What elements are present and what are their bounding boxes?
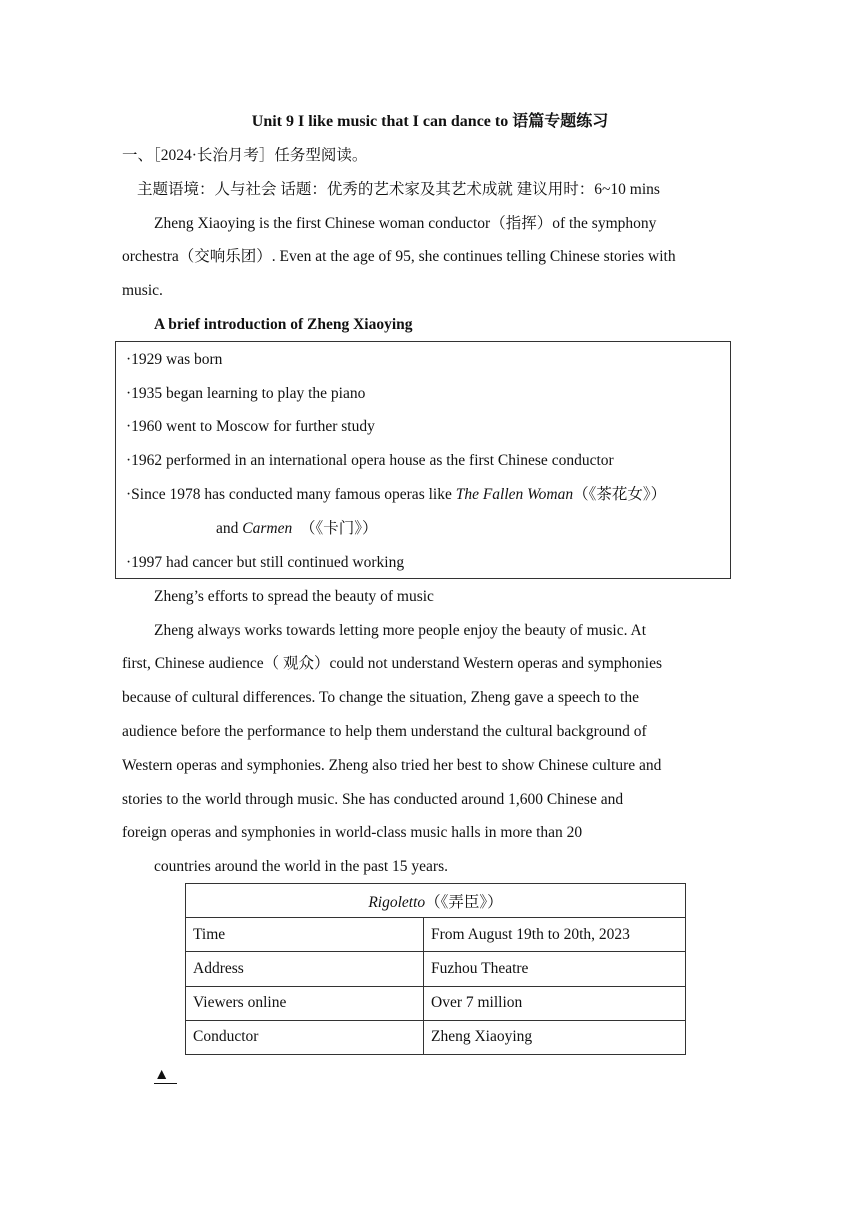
table-header-cell: [186, 884, 686, 918]
timeline-item-continued: [216, 519, 377, 539]
efforts-line: Zheng always works towards letting more people enjoy the beauty of music. At: [154, 622, 647, 639]
table-value-cell: Fuzhou Theatre: [424, 952, 686, 986]
efforts-heading: Zheng’s efforts to spread the beauty of music: [154, 588, 434, 605]
opera-title: The Fallen Woman: [455, 486, 574, 503]
table-row: [186, 952, 686, 986]
performance-table: [185, 883, 686, 1055]
opera-chinese-title: （《卡门》）: [292, 520, 378, 537]
efforts-line: audience before the performance to help them understand the cultural background of: [122, 723, 647, 740]
efforts-line: stories to the world through music. She has conducted around 1,600 Chinese and: [122, 791, 624, 808]
timeline-item: ·1960 went to Moscow for further study: [126, 418, 375, 435]
opera-title: Carmen: [242, 520, 293, 537]
timeline-box: [115, 341, 731, 579]
opera-chinese-title: （《茶花女》）: [573, 486, 667, 503]
section-heading: 一、［2024·长治月考］任务型阅读。: [122, 147, 368, 164]
table-value-cell: From August 19th to 20th, 2023: [424, 918, 686, 952]
intro-line-1: Zheng Xiaoying is the first Chinese woman conductor（指挥）of the symphony: [154, 215, 657, 232]
answer-blank: [154, 1065, 177, 1085]
opera-title: Rigoletto: [368, 893, 426, 911]
efforts-line: foreign operas and symphonies in world-class music halls in more than 20: [122, 824, 583, 841]
intro-line-2: orchestra（交响乐团）. Even at the age of 95, she continues telling Chinese stories with: [122, 248, 676, 265]
table-value-cell: Over 7 million: [424, 986, 686, 1020]
table-value-cell: Zheng Xiaoying: [424, 1020, 686, 1054]
table-row: [186, 1020, 686, 1054]
efforts-line: Western operas and symphonies. Zheng also tried her best to show Chinese culture and: [122, 757, 662, 774]
timeline-item-text: ·Since 1978 has conducted many famous operas like: [126, 486, 456, 503]
efforts-line: countries around the world in the past 15 years.: [154, 858, 448, 875]
intro-line-3: music.: [122, 282, 163, 299]
table-key-cell: Time: [186, 918, 424, 952]
timeline-item: ·1935 began learning to play the piano: [126, 385, 366, 402]
timeline-item: [126, 485, 666, 505]
efforts-line: first, Chinese audience（ 观众）could not understand Western operas and symphonies: [122, 655, 662, 672]
opera-chinese-title: （《弄臣》）: [425, 893, 503, 911]
table-row: [186, 918, 686, 952]
brief-heading: A brief introduction of Zheng Xiaoying: [154, 316, 413, 333]
timeline-item-text: and: [216, 520, 243, 537]
timeline-item: ·1997 had cancer but still continued working: [126, 554, 405, 571]
theme-line: 主题语境：人与社会 话题：优秀的艺术家及其艺术成就 建议用时：6~10 mins: [137, 181, 660, 198]
table-key-cell: Viewers online: [186, 986, 424, 1020]
timeline-item: ·1962 performed in an international opera house as the first Chinese conductor: [126, 452, 614, 469]
table-key-cell: Address: [186, 952, 424, 986]
table-key-cell: Conductor: [186, 1020, 424, 1054]
efforts-line: because of cultural differences. To change the situation, Zheng gave a speech to the: [122, 689, 639, 706]
page-title: Unit 9 I like music that I can dance to 语篇专题练习: [251, 113, 609, 130]
table-row: [186, 986, 686, 1020]
timeline-item: ·1929 was born: [126, 351, 223, 368]
table-header-row: [186, 884, 686, 918]
answer-marker-icon: ▲: [154, 1067, 177, 1084]
